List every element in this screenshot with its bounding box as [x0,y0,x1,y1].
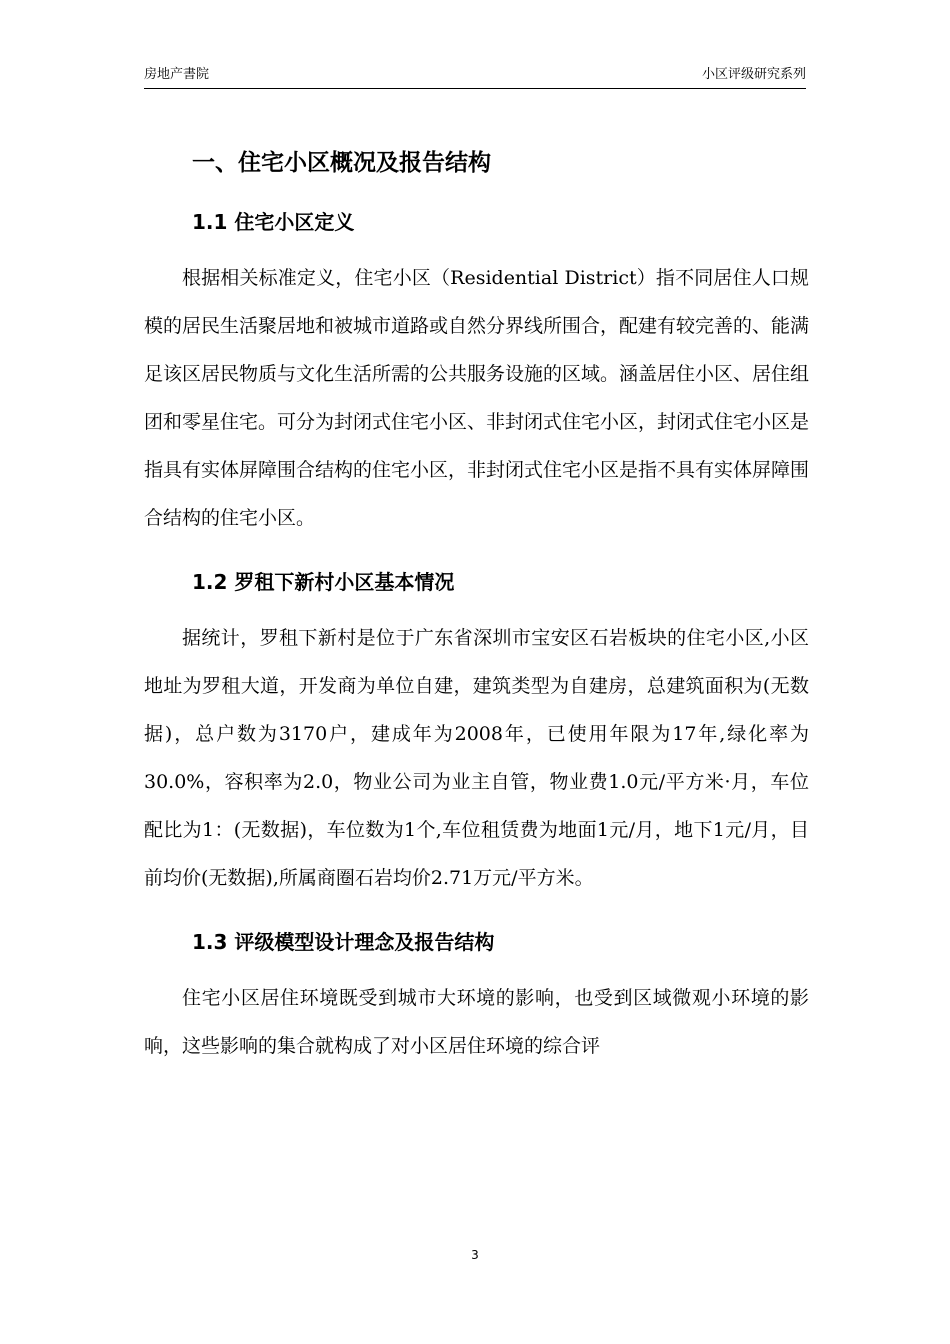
section-heading: 一、住宅小区概况及报告结构 [192,150,491,176]
page-number: 3 [471,1248,479,1262]
paragraph-definition: 根据相关标准定义，住宅小区（Residential District）指不同居住人口规模的居民生活聚居地和被城市道路或自然分界线所围合，配建有较完善的、能满足该区居民物质与文化生活所需的公共服务设施的区域。涵盖居住小区、居住组团和零星住宅。可分为封闭式住宅小区、非封闭式住宅小区，封闭式住宅小区是指具有实体屏障围合结构的住宅小区，非封闭式住宅小区是指不具有实体屏障围合结构的住宅小区。 [144,267,810,529]
paragraph-basic-info: 据统计，罗租下新村是位于广东省深圳市宝安区石岩板块的住宅小区,小区地址为罗租大道，开发商为单位自建，建筑类型为自建房，总建筑面积为(无数据)，总户数为3170户，建成年为2008年，已使用年限为17年,绿化率为30.0%，容积率为2.0，物业公司为业主自管，物业费1.0元/平方米·月，车位配比为1：(无数据)，车位数为1个,车位租赁费为地面1元/月，地下1元/月，目前均价(无数据),所属商圈石岩均价2.71万元/平方米。 [144,627,809,889]
subsection-heading-1-2: 1.2 罗租下新村小区基本情况 [192,570,455,594]
subsection-heading-1-1: 1.1 住宅小区定义 [192,210,355,234]
running-header [144,62,806,89]
subsection-heading-1-3: 1.3 评级模型设计理念及报告结构 [192,930,495,954]
page-content [144,140,809,1070]
header-series-title: 小区评级研究系列 [701,67,806,82]
header-publisher: 房地产書院 [144,67,210,82]
paragraph-model-design: 住宅小区居住环境既受到城市大环境的影响，也受到区域微观小环境的影响，这些影响的集合就构成了对小区居住环境的综合评 [144,987,809,1057]
